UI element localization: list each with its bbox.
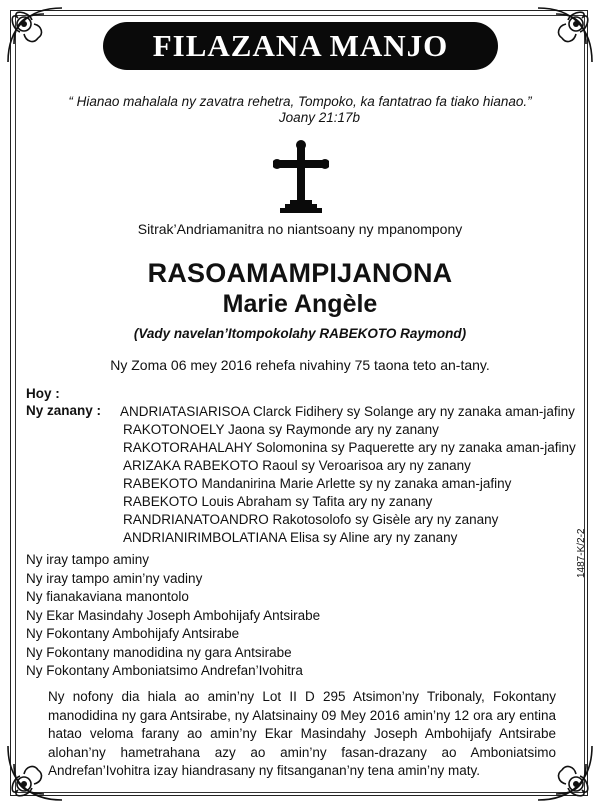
list-item: ANDRIATASIARISOA Clarck Fidihery sy Solange ary ny zanaka aman-jafiny (120, 404, 575, 419)
sitraka-line: Sitrak’Andriamanitra no niantsoany ny mpanompony (137, 221, 463, 237)
other-mourners-list (26, 551, 320, 681)
scripture-reference: Joany 21:17b (278, 110, 360, 125)
list-item: Ny fianakaviana manontolo (26, 589, 189, 604)
scripture-quote: “ Hianao mahalala ny zavatra rehetra, Tompoko, ka fantatrao fa tiako hianao.” (68, 94, 532, 109)
ornamental-corner-icon (4, 4, 66, 66)
list-item: RANDRIANATOANDRO Rakotosolofo sy Gisèle ary ny zanany (123, 512, 499, 527)
list-item: RAKOTONOELY Jaona sy Raymonde ary ny zanany (123, 422, 439, 437)
cross-icon (273, 140, 329, 216)
list-item: Ny iray tampo aminy (26, 552, 150, 567)
list-item: Ny Fokontany Ambohijafy Antsirabe (26, 626, 240, 641)
list-item: RABEKOTO Mandanirina Marie Arlette sy ny zanaka aman-jafiny (123, 476, 512, 491)
spouse-note: (Vady navelan’Itompokolahy RABEKOTO Raymond) (133, 326, 467, 341)
list-item: Ny Ekar Masindahy Joseph Ambohijafy Antsirabe (26, 607, 321, 623)
deceased-surname: RASOAMAMPIJANONA (147, 258, 453, 288)
ornamental-corner-icon (534, 4, 596, 66)
list-item: Ny Fokontany Amboniatsimo Andrefan’Ivohitra (26, 663, 303, 678)
list-item: RAKOTORAHALAHY Solomonina sy Paquerette ary ny zanaka aman-jafiny (123, 440, 576, 455)
header-title: FILAZANA MANJO (152, 28, 449, 63)
list-item: Ny iray tampo amin’ny vadiny (26, 570, 203, 586)
deceased-given-names: Marie Angèle (222, 290, 378, 318)
hoy-label: Hoy : (26, 386, 60, 401)
list-item: RABEKOTO Louis Abraham sy Tafita ary ny zanany (123, 494, 433, 509)
reference-code: 1487-K/2-2 (576, 528, 587, 578)
death-notice: Ny Zoma 06 mey 2016 rehefa nivahiny 75 taona teto an-tany. (110, 357, 490, 373)
list-item: ARIZAKA RABEKOTO Raoul sy Veroarisoa ary ny zanany (123, 458, 471, 473)
children-label: Ny zanany : (26, 403, 102, 418)
header-banner (103, 22, 498, 70)
list-item: ANDRIANIRIMBOLATIANA Elisa sy Aline ary ny zanany (123, 530, 458, 545)
list-item: Ny Fokontany manodidina ny gara Antsirabe (26, 644, 292, 660)
children-list (120, 403, 576, 547)
funeral-details: Ny nofony dia hiala ao amin’ny Lot II D 295 Atsimon’ny Tribonaly, Fokontany manodidina ny gara Antsirabe, ny Alatsinainy 09 Mey 2016 amin’ny 12 ora ary entina hatao veloma farany ao amin’ny Ekar Masindahy Joseph Ambohijafy Antsirabe alohan’ny hametrahana azy ao amin’ny fasan-drazany ao Amboniatsimo Andrefan’Ivohitra izay hiandrasany ny fitsanganan’ny tena amin’ny maty. (48, 689, 556, 778)
